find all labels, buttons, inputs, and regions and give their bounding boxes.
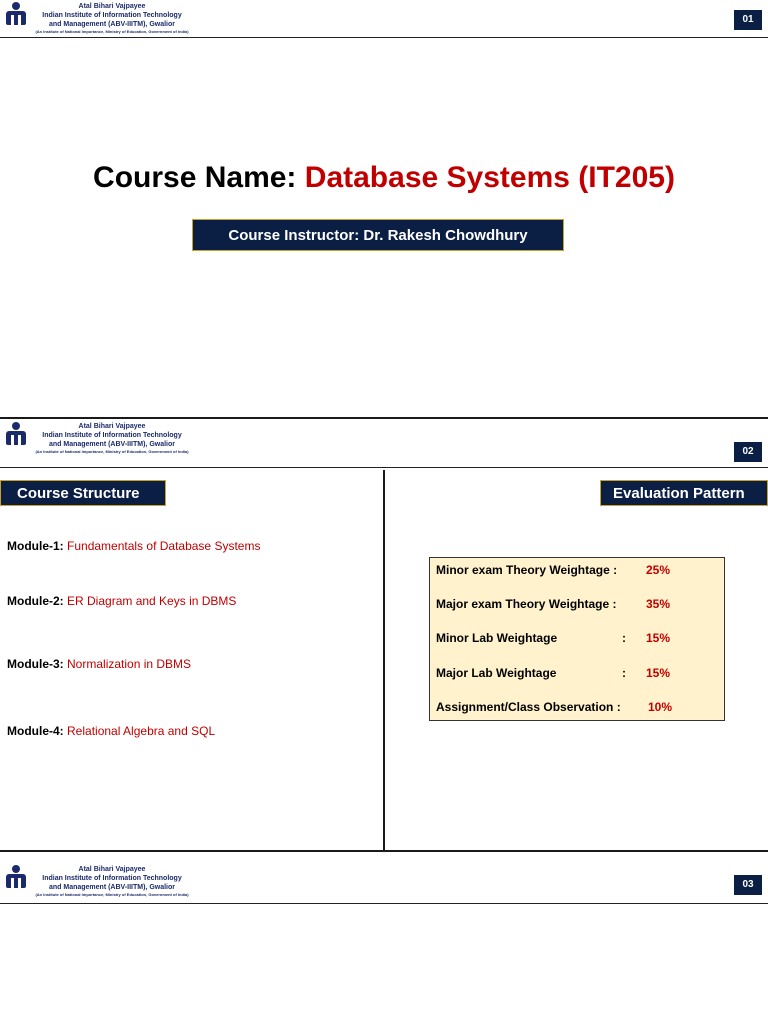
evaluation-label: Minor exam Theory Weightage : xyxy=(436,563,618,577)
institute-name xyxy=(32,865,192,898)
module-name: Fundamentals of Database Systems xyxy=(67,539,261,553)
evaluation-value: 35% xyxy=(646,597,671,611)
evaluation-label: Major exam Theory Weightage : xyxy=(436,597,617,611)
institute-line-1: Atal Bihari Vajpayee xyxy=(78,866,146,873)
module-item xyxy=(7,724,215,738)
slide-number: 01 xyxy=(734,10,762,30)
module-item xyxy=(7,539,260,553)
institute-line-3: and Management (ABV-IIITM), Gwalior xyxy=(48,884,175,891)
institute-line-4: (An Institute of National Importance, Ministry of Education, Government of India) xyxy=(35,449,189,454)
institute-logo-icon xyxy=(4,422,30,454)
slide-2 xyxy=(0,420,768,850)
course-title-prefix: Course Name: xyxy=(93,161,297,194)
module-name: ER Diagram and Keys in DBMS xyxy=(67,594,237,608)
slide-separator xyxy=(0,417,768,419)
module-label: Module-4: xyxy=(7,724,64,738)
course-structure-label: Course Structure xyxy=(0,480,166,506)
slide-separator xyxy=(0,850,768,852)
institute-name xyxy=(32,422,192,455)
institute-line-2: Indian Institute of Information Technology xyxy=(42,875,182,882)
module-label: Module-3: xyxy=(7,657,64,671)
institute-line-1: Atal Bihari Vajpayee xyxy=(78,3,146,10)
slide-number: 03 xyxy=(734,875,762,895)
evaluation-colon: : xyxy=(622,666,626,680)
module-name: Relational Algebra and SQL xyxy=(67,724,216,738)
institute-line-4: (An Institute of National Importance, Ministry of Education, Government of India) xyxy=(35,29,189,34)
institute-logo-icon xyxy=(4,865,30,897)
course-title xyxy=(0,161,768,195)
header-divider xyxy=(0,37,768,38)
slide-number: 02 xyxy=(734,442,762,462)
evaluation-value: 15% xyxy=(646,631,671,645)
evaluation-label: Assignment/Class Observation : xyxy=(436,700,621,714)
evaluation-colon: : xyxy=(622,631,626,645)
slide-3 xyxy=(0,853,768,1024)
institute-line-2: Indian Institute of Information Technology xyxy=(42,432,182,439)
institute-line-4: (An Institute of National Importance, Ministry of Education, Government of India) xyxy=(35,892,189,897)
institute-line-3: and Management (ABV-IIITM), Gwalior xyxy=(48,441,175,448)
module-name: Normalization in DBMS xyxy=(67,657,192,671)
module-item xyxy=(7,657,191,671)
institute-name xyxy=(32,2,192,35)
evaluation-pattern-label: Evaluation Pattern xyxy=(600,480,768,506)
evaluation-label: Major Lab Weightage xyxy=(436,666,557,680)
slide-header xyxy=(0,0,768,38)
module-label: Module-2: xyxy=(7,594,64,608)
module-item xyxy=(7,594,236,608)
institute-logo-icon xyxy=(4,2,30,34)
module-label: Module-1: xyxy=(7,539,64,553)
header-divider xyxy=(0,903,768,904)
institute-line-1: Atal Bihari Vajpayee xyxy=(78,423,146,430)
evaluation-table xyxy=(429,557,725,721)
column-divider xyxy=(383,470,385,850)
slide-1 xyxy=(0,0,768,416)
slide-header xyxy=(0,420,768,458)
evaluation-value: 10% xyxy=(648,700,673,714)
header-divider xyxy=(0,467,768,468)
course-title-name: Database Systems (IT205) xyxy=(304,161,675,194)
evaluation-value: 25% xyxy=(646,563,671,577)
slide-header xyxy=(0,853,768,905)
evaluation-value: 15% xyxy=(646,666,671,680)
institute-line-2: Indian Institute of Information Technology xyxy=(42,12,182,19)
institute-line-3: and Management (ABV-IIITM), Gwalior xyxy=(48,21,175,28)
evaluation-label: Minor Lab Weightage xyxy=(436,631,558,645)
course-instructor: Course Instructor: Dr. Rakesh Chowdhury xyxy=(192,219,564,251)
